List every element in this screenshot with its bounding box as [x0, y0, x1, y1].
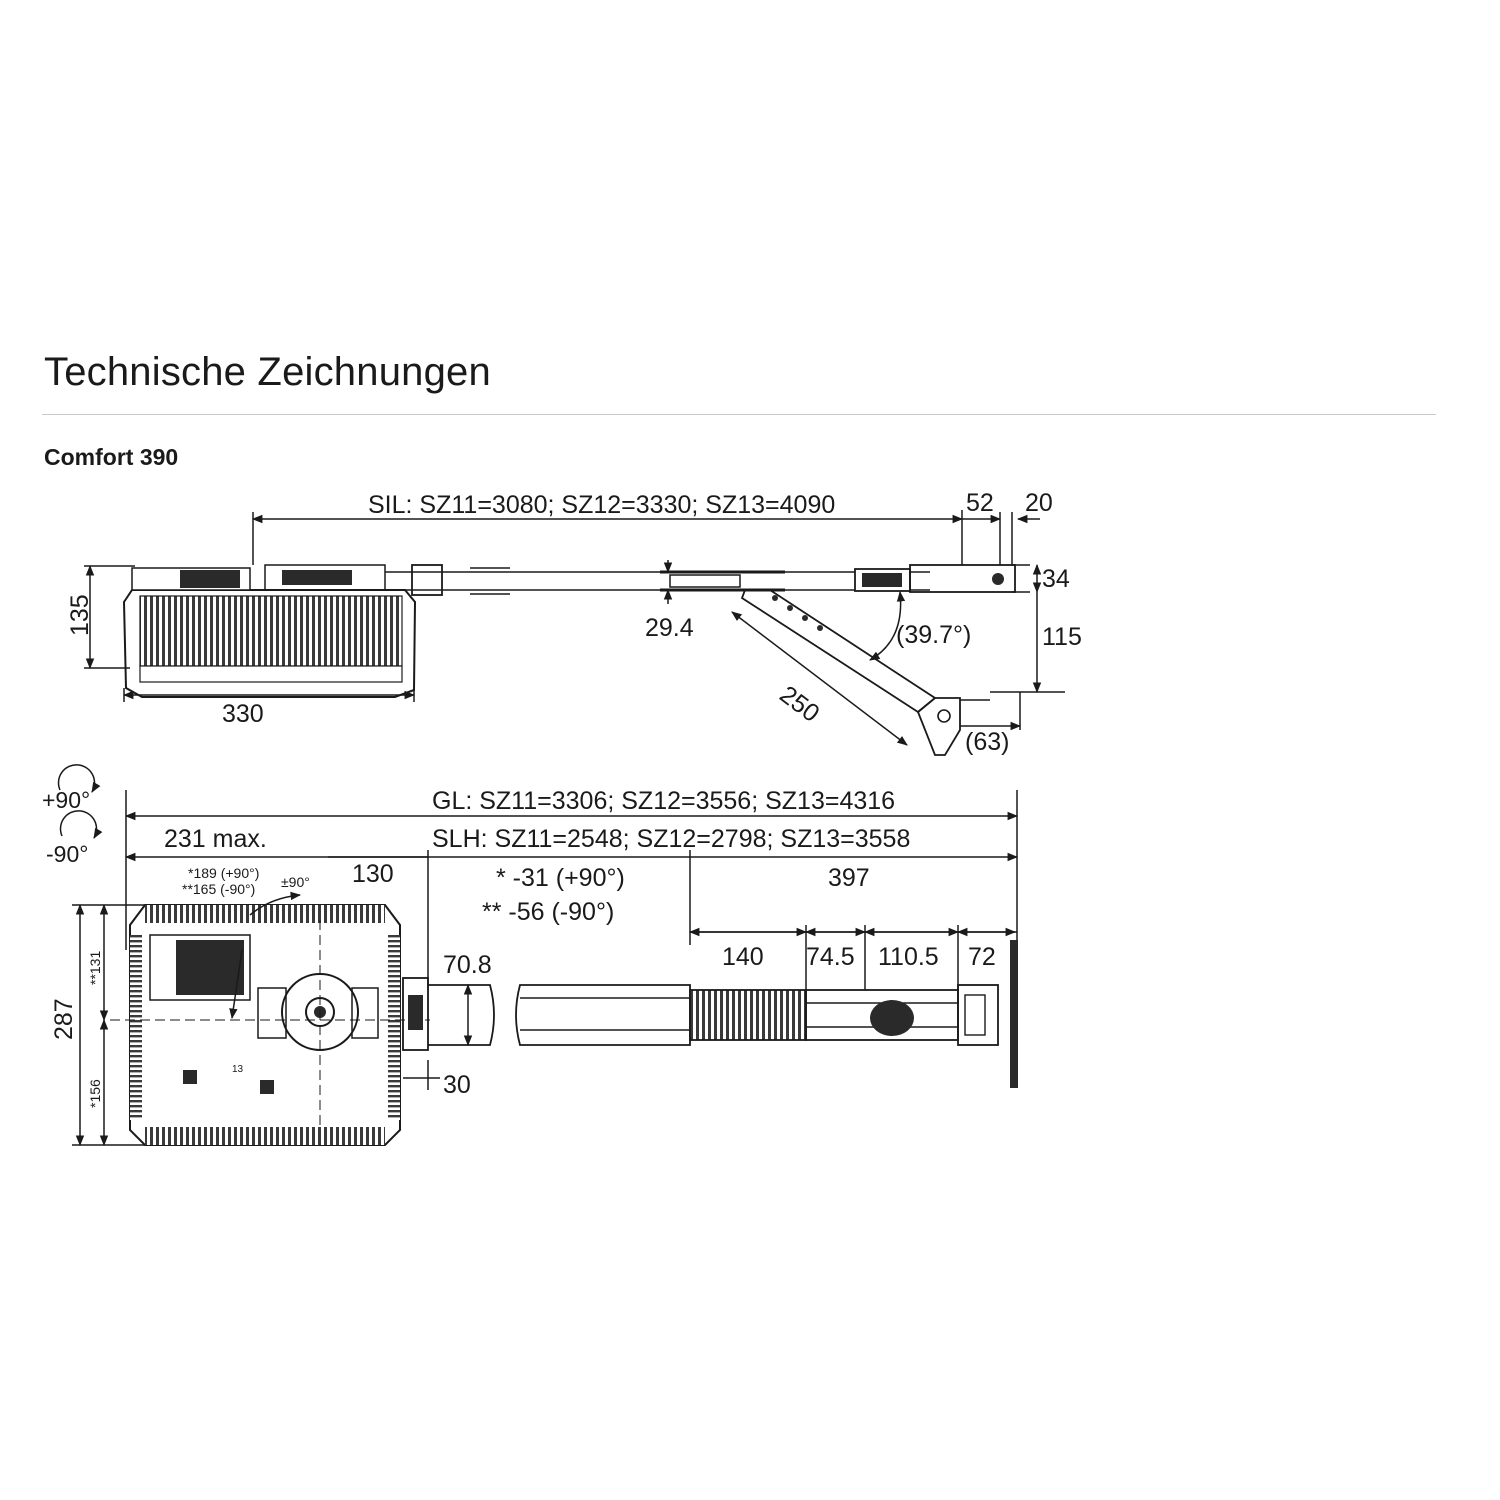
dim-20: 20	[1025, 489, 1053, 517]
dim-156: *156	[87, 1079, 103, 1108]
dim-29-4: 29.4	[645, 614, 694, 642]
dim-13: 13	[232, 1064, 244, 1075]
offset-31: * -31 (+90°)	[496, 864, 625, 892]
sil-label: SIL: SZ11=3080; SZ12=3330; SZ13=4090	[368, 491, 836, 519]
product-heading: Comfort 390	[44, 444, 179, 470]
rotate-minus-label: -90°	[46, 841, 89, 867]
dim-330: 330	[222, 700, 264, 728]
dim-231-max: 231 max.	[164, 825, 267, 853]
slh-label: SLH: SZ11=2548; SZ12=2798; SZ13=3558	[432, 825, 911, 853]
dim-72: 72	[968, 943, 996, 971]
dim-34: 34	[1042, 565, 1070, 593]
rotate-minus-icon	[61, 811, 97, 838]
note-189: *189 (+90°)	[188, 865, 260, 881]
rotate-plus-label: +90°	[42, 787, 91, 813]
dim-131: **131	[87, 950, 103, 985]
dim-250: 250	[774, 680, 825, 728]
arm-angle: (39.7°)	[896, 621, 972, 649]
dim-110-5: 110.5	[878, 943, 939, 971]
offset-56: ** -56 (-90°)	[482, 898, 615, 926]
dim-115: 115	[1042, 623, 1082, 651]
rail-side	[385, 565, 1030, 594]
dim-287: 287	[50, 998, 78, 1040]
dim-30: 30	[443, 1071, 471, 1099]
motor-housing-top	[110, 895, 430, 1145]
dim-63: (63)	[965, 728, 1010, 756]
dim-130: 130	[352, 860, 394, 888]
gl-label: GL: SZ11=3306; SZ12=3556; SZ13=4316	[432, 787, 896, 815]
dim-397: 397	[828, 864, 870, 892]
dim-70-8: 70.8	[443, 951, 492, 979]
dim-74-5: 74.5	[806, 943, 855, 971]
dim-140: 140	[722, 943, 764, 971]
dim-52: 52	[966, 489, 994, 517]
top-view	[59, 765, 1018, 1145]
note-pm90: ±90°	[281, 874, 310, 890]
dim-135: 135	[66, 594, 94, 636]
motor-housing-side	[124, 565, 442, 697]
page-title: Technische Zeichnungen	[44, 350, 491, 394]
note-165: **165 (-90°)	[182, 881, 256, 897]
